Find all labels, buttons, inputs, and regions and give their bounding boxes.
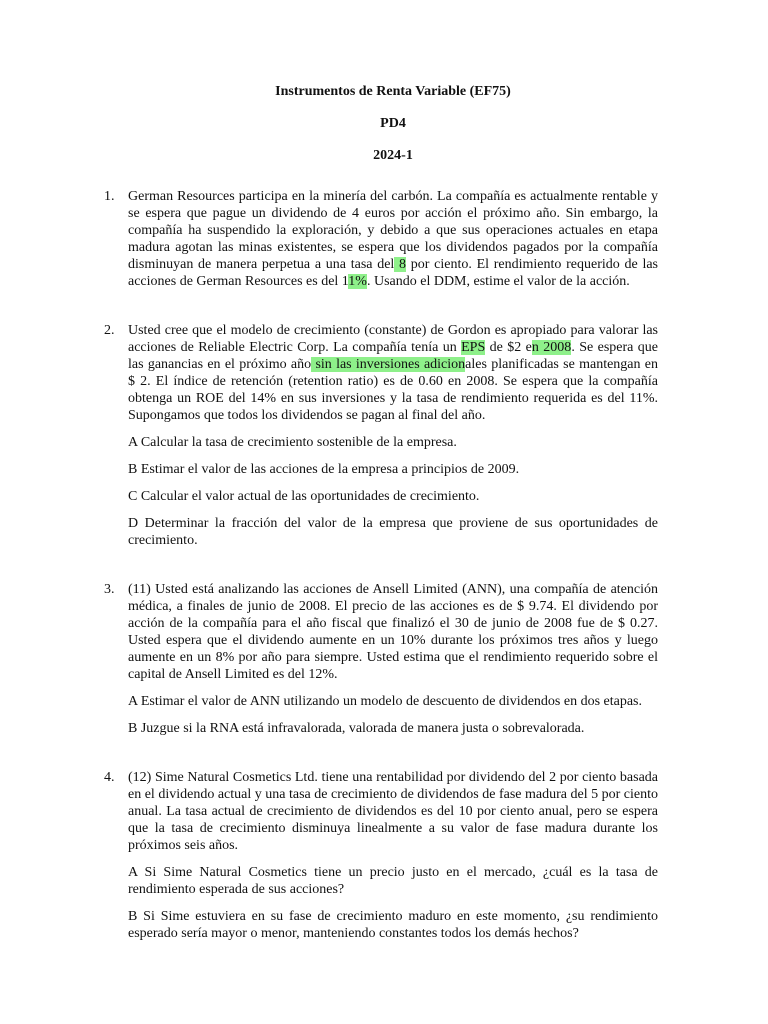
question-1: [104, 188, 658, 290]
question-number: 1.: [104, 189, 115, 204]
document-subtitle: PD4: [380, 116, 406, 131]
question-text: (11) Usted está analizando las acciones de Ansell Limited (ANN), una compañía de atención médica, a finales de junio de 2008. El precio de las acciones es de $ 9.74. El dividendo por acción de la compañía para el año fiscal que finalizó el 30 de junio de 2008 fue de $ 0.27. Usted espera que el dividendo aumente en un 10% durante los próximos tres años y luego aumente en un 8% por año para siempre. Usted estima que el rendimiento requerido sobre el capital de Ansell Limited es del 12%.: [128, 582, 658, 682]
highlight: EPS: [461, 340, 486, 355]
subquestion-a: A Estimar el valor de ANN utilizando un modelo de descuento de dividendos en dos etapas.: [128, 694, 642, 709]
question-number: 4.: [104, 770, 115, 785]
document-term: 2024-1: [373, 148, 413, 163]
highlight: 1%: [348, 274, 367, 289]
highlight: 8: [394, 257, 407, 272]
subquestion-b: B Estimar el valor de las acciones de la empresa a principios de 2009.: [128, 462, 520, 477]
document-header: [128, 84, 658, 164]
subquestion-c: C Calcular el valor actual de las oportunidades de crecimiento.: [128, 489, 480, 504]
question-3: [104, 581, 658, 737]
subquestion-d: D Determinar la fracción del valor de la empresa que proviene de sus oportunidades de crecimiento.: [128, 516, 658, 548]
question-number: 2.: [104, 323, 115, 338]
question-2: [104, 322, 659, 549]
question-text: Usted cree que el modelo de crecimiento (constante) de Gordon es apropiado para valorar las acciones de Reliable Electric Corp. La compañía tenía un EPS de $2 en 2008. Se espera que las ganancias en el próximo año sin las inversiones adicionales planificadas se mantengan en $ 2. El índice de retención (retention ratio) es de 0.60 en 2008. Se espera que la compañía obtenga un ROE del 14% en sus inversiones y la tasa de rendimiento requerida es del 11%. Supongamos que todos los dividendos se pagan al final del año.: [128, 323, 659, 423]
subquestion-b: B Si Sime estuviera en su fase de crecimiento maduro en este momento, ¿su rendimiento esperado sería mayor o menor, manteniendo constantes todos los demás hechos?: [128, 909, 658, 941]
question-list: [104, 188, 659, 942]
highlight: sin las inversiones adicion: [311, 357, 466, 372]
question-text: German Resources participa en la minería del carbón. La compañía es actualmente rentable y se espera que pague un dividendo de 4 euros por acción el próximo año. Sin embargo, la compañía ha suspendido la exploración, y debido a que sus operaciones actuales en etapa madura agotan las minas existentes, se espera que los dividendos pagados por la compañía disminuyan de manera perpetua a una tasa del 8 por ciento. El rendimiento requerido de las acciones de German Resources es del 11%. Usando el DDM, estime el valor de la acción.: [128, 189, 658, 289]
subquestion-b: B Juzgue si la RNA está infravalorada, valorada de manera justa o sobrevalorada.: [128, 721, 585, 736]
question-text: (12) Sime Natural Cosmetics Ltd. tiene una rentabilidad por dividendo del 2 por ciento basada en el dividendo actual y una tasa de crecimiento de dividendos de fase madura del 5 por ciento anual. La tasa actual de crecimiento de dividendos es del 10 por ciento anual, pero se espera que la tasa de crecimiento disminuya linealmente a su valor de fase madura durante los próximos seis años.: [128, 770, 658, 853]
document-title: Instrumentos de Renta Variable (EF75): [275, 84, 511, 99]
question-number: 3.: [104, 582, 115, 597]
subquestion-a: A Calcular la tasa de crecimiento sostenible de la empresa.: [128, 435, 457, 450]
question-4: [104, 769, 658, 942]
highlight: n 2008: [531, 340, 572, 355]
subquestion-a: A Si Sime Natural Cosmetics tiene un precio justo en el mercado, ¿cuál es la tasa de rendimiento esperada de sus acciones?: [128, 865, 658, 897]
